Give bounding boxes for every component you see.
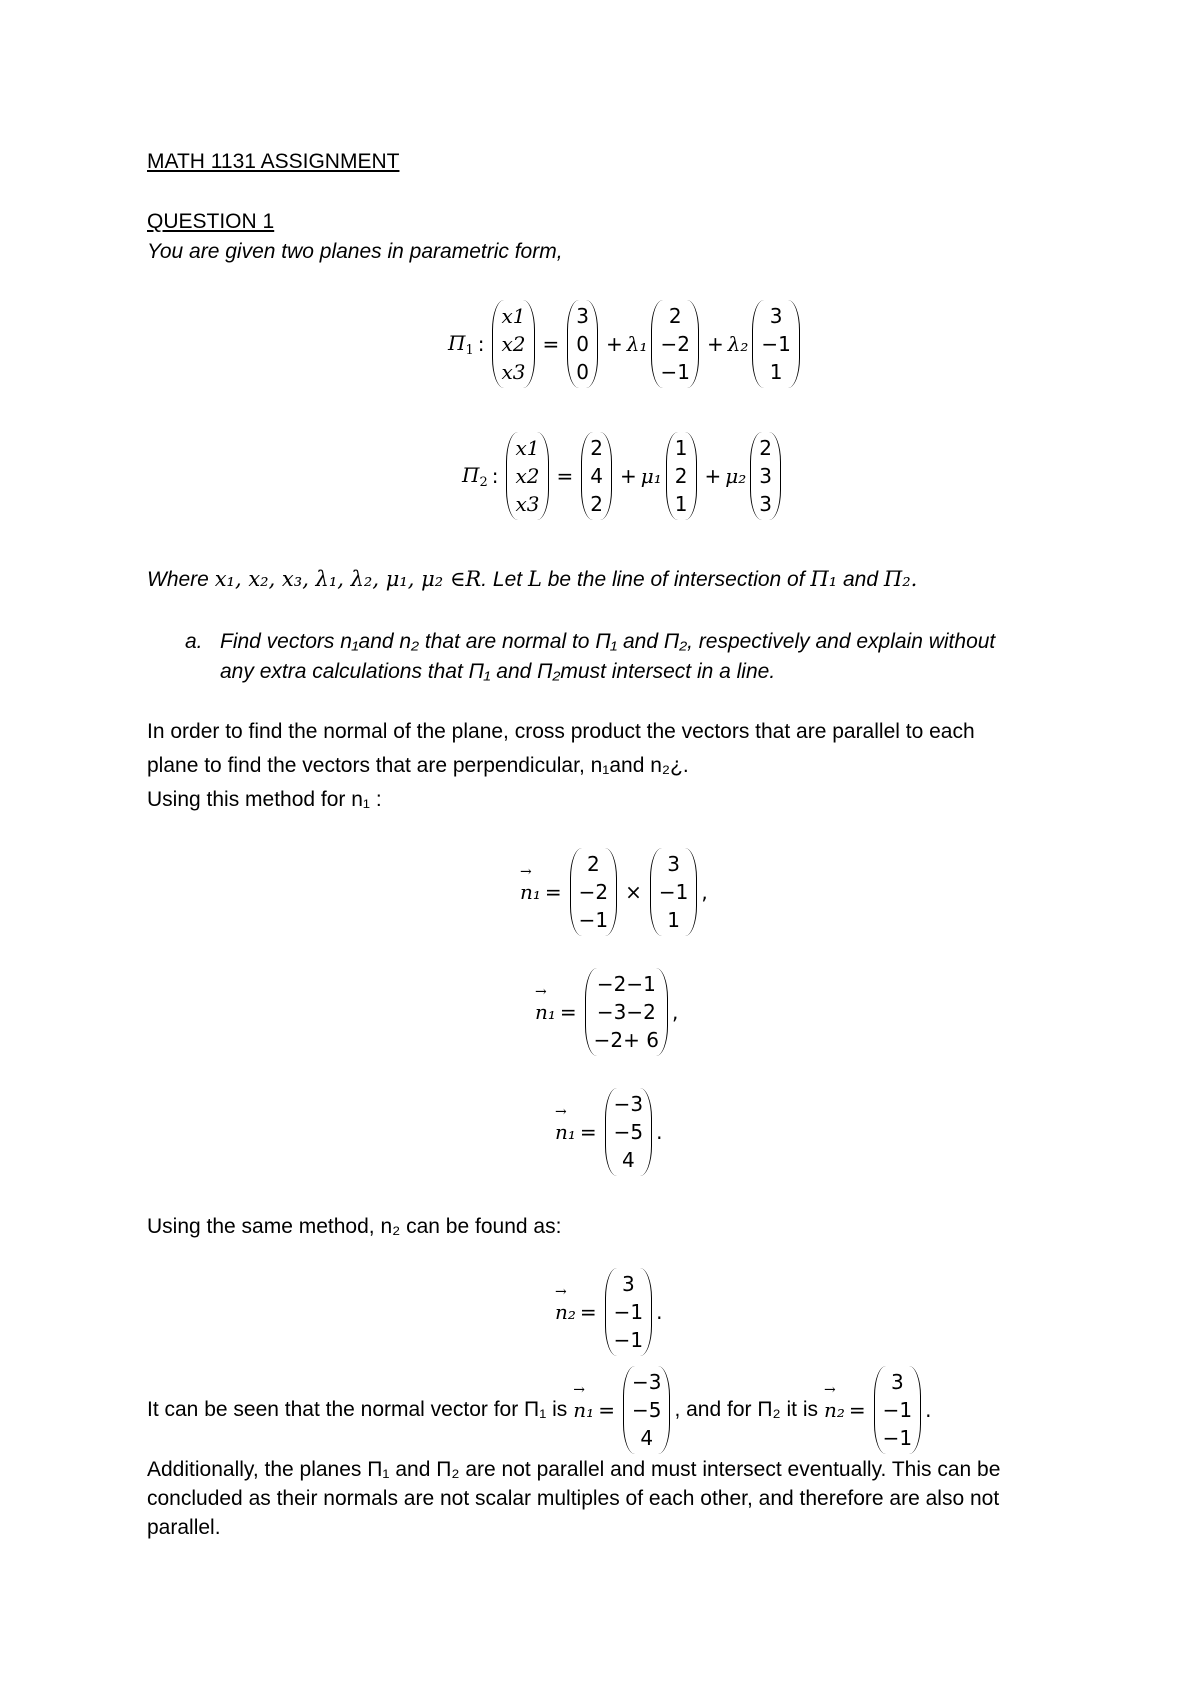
plus: + [606, 332, 623, 356]
plane2-label: $\Pi_2$ [462, 462, 488, 490]
where-line: Where x₁, x₂, x₃, λ₁, λ₂, μ₁, μ₂ ∈R. Let L be the line of intersection of Π₁ and Π₂. [147, 567, 918, 591]
para3-line3: parallel. [147, 1516, 221, 1539]
equals: = [559, 1000, 577, 1024]
plane1-dir1-vector: 2 −2 −1 [651, 300, 698, 388]
cross-vector-a: 2 −2 −1 [570, 848, 617, 936]
part-a-line1: Find vectors n₁and n₂ that are normal to Π₁ and Π₂, respectively and explain without [220, 630, 996, 653]
conclusion-n1-vector: −3 −5 4 [623, 1366, 670, 1454]
conclusion-line [147, 1366, 932, 1454]
plane1-label: $\Pi_1$ [448, 330, 474, 358]
n1-result-vector: −3 −5 4 [605, 1088, 652, 1176]
n1-symbol: → n₁ [555, 1120, 576, 1144]
para1-line3: Using this method for n₁ : [147, 788, 382, 811]
equals: = [848, 1398, 866, 1422]
para1-line2: plane to find the vectors that are perpendicular, n₁and n₂¿. [147, 754, 689, 777]
n2-symbol: → n₂ [555, 1300, 576, 1324]
n1-cross-product [520, 848, 708, 936]
plane1-point-vector: 3 0 0 [567, 300, 598, 388]
intro-text: You are given two planes in parametric form, [147, 240, 563, 263]
n1-expanded [535, 968, 678, 1056]
n2-result-vector: 3 −1 −1 [605, 1268, 652, 1356]
equals: = [579, 1120, 597, 1144]
plane2-dir1-vector: 1 2 1 [666, 432, 697, 520]
period: . [656, 1120, 663, 1144]
plane1-equation [448, 300, 804, 388]
part-a-letter: a. [185, 630, 203, 653]
n1-symbol: → n₁ [520, 880, 541, 904]
plus: + [704, 464, 722, 488]
plane2-equation [462, 432, 785, 520]
n1-result [555, 1088, 663, 1176]
para1-line1: In order to find the normal of the plane, cross product the vectors that are parallel to each [147, 720, 975, 743]
comma: , [672, 1000, 679, 1024]
lambda1: λ₁ [626, 332, 648, 356]
conclusion-text-a: It can be seen that the normal vector for Π₁ is [147, 1398, 568, 1421]
conclusion-text-b: , and for Π₂ it is [674, 1398, 818, 1421]
period: . [656, 1300, 663, 1324]
equals: = [556, 464, 574, 488]
mu1: μ₁ [640, 464, 662, 488]
colon: : [477, 332, 485, 356]
n1-expanded-vector: −2−1 −3−2 −2+ 6 [585, 968, 668, 1056]
n1-symbol: → n₁ [573, 1398, 594, 1422]
plane2-x-vector: x1 x2 x3 [506, 432, 548, 520]
period: . [925, 1398, 932, 1422]
part-a-line2: any extra calculations that Π₁ and Π₂must intersect in a line. [220, 660, 776, 683]
plane2-point-vector: 2 4 2 [581, 432, 612, 520]
colon: : [491, 464, 499, 488]
comma: , [701, 880, 708, 904]
conclusion-n2-vector: 3 −1 −1 [874, 1366, 921, 1454]
equals: = [598, 1398, 615, 1422]
cross-sign: × [625, 880, 642, 904]
plane1-dir2-vector: 3 −1 1 [752, 300, 799, 388]
para3-line1: Additionally, the planes Π₁ and Π₂ are not parallel and must intersect eventually. This can be [147, 1458, 1001, 1481]
cross-vector-b: 3 −1 1 [650, 848, 697, 936]
mu2: μ₂ [725, 464, 747, 488]
plus: + [706, 332, 724, 356]
plane1-x-vector: x1 x2 x3 [492, 300, 534, 388]
equals: = [579, 1300, 597, 1324]
plus: + [620, 464, 637, 488]
page-title: MATH 1131 ASSIGNMENT [147, 150, 400, 173]
n2-result [555, 1268, 663, 1356]
n2-symbol: → n₂ [824, 1398, 845, 1422]
lambda2: λ₂ [727, 332, 749, 356]
question-heading: QUESTION 1 [147, 210, 275, 233]
plane2-dir2-vector: 2 3 3 [750, 432, 781, 520]
equals: = [542, 332, 560, 356]
n1-symbol: → n₁ [535, 1000, 556, 1024]
para2: Using the same method, n₂ can be found as: [147, 1215, 562, 1238]
para3-line2: concluded as their normals are not scalar multiples of each other, and therefore are also not [147, 1487, 1000, 1510]
equals: = [544, 880, 562, 904]
